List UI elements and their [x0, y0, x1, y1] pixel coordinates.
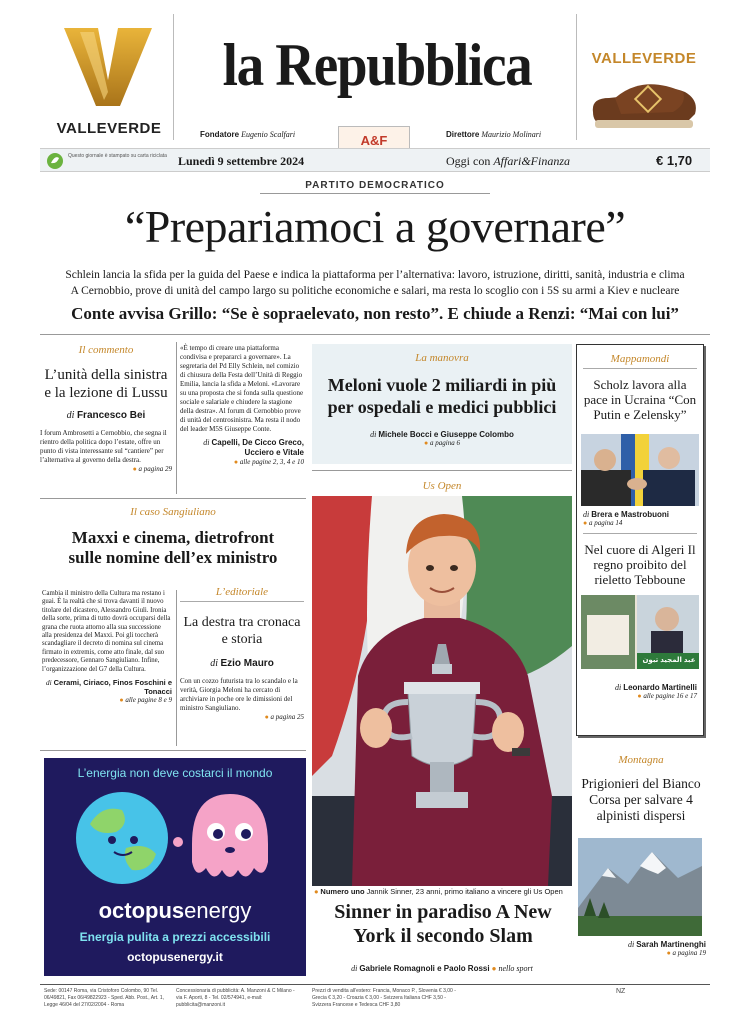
director-label: Direttore — [446, 130, 480, 139]
montagna-pageref: a pagina 19 — [672, 949, 706, 957]
usopen-caption: ● Numero uno Jannik Sinner, 23 anni, primo italiano a vincere gli Us Open — [314, 887, 563, 896]
editoriale-byline-prefix: di — [210, 658, 218, 669]
lead-kicker: PARTITO DEMOCRATICO — [260, 180, 490, 194]
sangiuliano-article[interactable] — [40, 502, 306, 567]
mappamondi-kicker: Mappamondi — [583, 353, 697, 369]
editoriale-pageref: a pagina 25 — [270, 713, 304, 721]
montagna-headline: Prigionieri del Bianco Corsa per salvare 4 alpinisti dispersi — [581, 776, 701, 823]
right-brand-name: VALLEVERDE — [591, 50, 697, 67]
tebboune-photo[interactable] — [581, 595, 699, 669]
scholz-photo[interactable] — [581, 434, 699, 506]
af-badge-label: A&F — [360, 133, 388, 148]
mappamondi-box[interactable]: Mappamondi Scholz lavora alla pace in Ucraina “Con Putin e Zelensky” di Brera e Mastrobuoni ● a pagina 14 Nel cuore di Algeri Il regno proibito del rieletto Tebboune عبد المجيد تبون di Leonardo Martinelli ● alle pagine 16 e 17 — [576, 344, 704, 736]
founder-label: Fondatore — [200, 130, 240, 139]
commento-article[interactable]: Il commento L’unità della sinistra e la lezione di Lussu di Francesco Bei I forum Ambrosetti a Cernobbio, che segna il rientro della politica dopo l’estate, offre un punto di vista interessante sul “cantiere” per l’alternativa al governo della destra. ● a pagina 29 — [40, 344, 172, 473]
usopen-headline: Sinner in paradiso A New York il secondo Slam — [334, 901, 552, 947]
usopen-pageref: nello sport — [498, 964, 533, 973]
footer — [40, 988, 710, 1018]
lead-headline: “Prepariamoci a governare” — [124, 201, 626, 252]
mappamondi-authors: Brera e Mastrobuoni — [591, 510, 670, 519]
masthead — [40, 14, 710, 174]
valleverde-v-logo-icon — [64, 22, 152, 110]
supplement-name: Affari&Finanza — [493, 154, 570, 168]
eco-leaf-icon — [46, 152, 64, 170]
manovra-kicker: La manovra — [415, 352, 469, 364]
ad-website[interactable]: octopusenergy.it — [127, 950, 223, 964]
supplement-prefix: Oggi con — [446, 154, 491, 168]
sangiuliano-pageref: alle pagine 8 e 9 — [125, 696, 172, 705]
usopen-byline-prefix: di — [351, 964, 358, 973]
director-name: Maurizio Molinari — [481, 130, 542, 139]
montagna-article[interactable]: Montagna Prigionieri del Bianco Corsa per salvare 4 alpinisti dispersi di Sarah Martinenghi ● a pagina 19 — [576, 750, 706, 980]
manovra-authors: Michele Bocci e Giuseppe Colombo — [378, 430, 514, 439]
issue-date: Lunedì 9 settembre 2024 — [178, 154, 305, 168]
commento-kicker: Il commento — [78, 344, 134, 356]
mont-blanc-photo[interactable] — [578, 838, 702, 936]
tebboune-photo-sign: عبد المجيد تبون — [642, 657, 696, 664]
commento-pageref: a pagina 29 — [138, 465, 172, 473]
montagna-byline-prefix: di — [627, 940, 635, 949]
sangiuliano-byline-prefix: di — [45, 678, 52, 688]
ad-tagline: L’energia non deve costarci il mondo — [77, 766, 273, 780]
supplement-line — [446, 154, 570, 169]
right-ad-box[interactable] — [576, 14, 710, 140]
ad-brand-light: energy — [184, 898, 252, 923]
manovra-pageref: a pagina 6 — [430, 439, 460, 447]
price: € 1,70 — [656, 153, 693, 168]
footer-col-2: Concessionaria di pubblicità: A. Manzoni & C Milano - via F. Aporti, 8 - Tel. 02/574941, e-mail: pubblicita@manzoni.it — [176, 988, 295, 1008]
sinner-trophy-photo — [312, 496, 572, 886]
lead-body-authors: Capelli, De Cicco Greco, Ucciero e Vitale — [211, 438, 304, 457]
manovra-byline-prefix: di — [370, 430, 377, 439]
sangiuliano-headline: Maxxi e cinema, dietrofront sulle nomine dell’ex ministro — [68, 528, 278, 567]
newspaper-title: la Repubblica — [222, 32, 532, 98]
commento-title: L’unità della sinistra e la lezione di Lussu — [44, 367, 168, 401]
editoriale-kicker: L’editoriale — [180, 586, 304, 602]
editoriale-body: Con un cozzo futurista tra lo scandalo e la verità, Giorgia Meloni ha cercato di archiviare in poche ore le dimissioni del ministro Sangiuliano. — [180, 677, 298, 712]
lead-body-byline-prefix: di — [203, 438, 210, 447]
lead-subheadline: Conte avvisa Grillo: “Se è sopraelevato, non resto”. E chiude a Renzi: “Mai con lui” — [71, 304, 679, 323]
montagna-kicker: Montagna — [618, 754, 664, 766]
sangiuliano-body-col[interactable]: Cambia il ministro della Cultura ma restano i guai. È la realtà che si trova davanti il nuovo titolare del dicastero, Alessandro Giuli. Ironia della sorte, prima di tutto dovrà occuparsi della grana che ruota attorno alla sua successione alla presidenza del Maxxi. Poi gli toccherà scandagliare il decreto di nomina sul cinema firmato in extremis, come atto finale, dal suo predecessore, Gennaro Sangiuliano. Infine, l’organizzazione del G7 della Cultura. di Cerami, Ciriaco, Finos Foschini e Tonacci ● alle pagine 8 e 9 — [42, 590, 172, 705]
mappamondi-author2: Leonardo Martinelli — [623, 683, 697, 692]
mappamondi-byline-prefix: di — [583, 510, 590, 519]
left-brand-name: VALLEVERDE — [56, 120, 162, 137]
director-line — [446, 130, 541, 139]
usopen-authors: Gabriele Romagnoli e Paolo Rossi — [359, 964, 490, 973]
sangiuliano-authors: Cerami, Ciriaco, Finos Foschini e Tonacci — [53, 678, 172, 697]
mappamondi-headline: Scholz lavora alla pace in Ucraina “Con Putin e Zelensky” — [583, 377, 697, 422]
lead-body-pageref: alle pagine 2, 3, 4 e 10 — [239, 458, 304, 466]
commento-byline-prefix: di — [66, 410, 75, 421]
sinner-photo[interactable] — [312, 496, 572, 886]
lead-divider — [40, 334, 710, 335]
montagna-author: Sarah Martinenghi — [636, 940, 706, 949]
manovra-headline: Meloni vuole 2 miliardi in più per ospedali e medici pubblici — [327, 375, 557, 417]
eco-note: Questo giornale è stampato su carta riciclata — [68, 153, 167, 159]
footer-col-3: Prezzi di vendita all’estero: Francia, Monaco P., Slovenia € 3,00 - Grecia € 3,20 - Croazia € 3,00 - Svizzera Italiana CHF 3,50 - Svizzera Francese e Tedesca CHF 3,80 — [312, 988, 456, 1008]
ad-brand-bold: octopus — [98, 898, 185, 923]
editoriale-title: La destra tra cronaca e storia — [183, 615, 301, 647]
lead-body-text: «È tempo di creare una piattaforma condivisa e prepararci a governare». La segretaria del Pd Elly Schlein, nel comizio di chiusura della Festa dell’Unità di Reggio Emilia, lancia la sfida a Meloni. «Lavorare su una proposta che si fonda sulla questione sociale e salariale e chiudere la stagione della destra». Al forum di Cernobbio prove di unità del centrosinistra. Ma resta il nodo del leader M5S Giuseppe Conte. — [180, 344, 304, 433]
commento-body: I forum Ambrosetti a Cernobbio, che segna il rientro della politica dopo l’estate, offre un punto di vista interessante sul “cantiere” per l’alternativa al governo della destra. — [40, 429, 167, 464]
lead-deck-1: Schlein lancia la sfida per la guida del Paese e indica la piattaforma per l’alternativa: lavoro, istruzione, diritti, sanità, industria e clima — [65, 269, 685, 281]
founder-name: Eugenio Scalfari — [241, 130, 296, 139]
footer-col-1: Sede: 00147 Roma, via Cristoforo Colombo, 90 Tel. 06/49821, Fax 06/49822923 - Sped. Abb. Post., Art. 1, Legge 46/04 del 27/02/2004 - Roma — [44, 988, 165, 1008]
founder-line — [200, 130, 295, 139]
usopen-byline: di Gabriele Romagnoli e Paolo Rossi ● nello sport — [351, 964, 533, 973]
lead-body-article[interactable]: «È tempo di creare una piattaforma condivisa e prepararci a governare». La segretaria del Pd Elly Schlein, nel comizio di chiusura della Festa dell’Unità di Reggio Emilia, lancia la sfida a Meloni. «Lavorare su una proposta che si fonda sulla questione sociale e salariale e chiudere la stagione della destra». Al forum di Cernobbio prove di unità del centrosinistra. Ma resta il nodo del leader M5S Giuseppe Conte. di Capelli, De Cicco Greco, Ucciero e Vitale ● alle pagine 2, 3, 4 e 10 — [180, 344, 304, 466]
ad-slogan: Energia pulita a prezzi accessibili — [79, 930, 271, 944]
mappamondi-pageref: a pagina 14 — [588, 519, 623, 527]
sangiuliano-body: Cambia il ministro della Cultura ma restano i guai. È la realtà che si trova davanti il nuovo titolare del dicastero, Alessandro Giuli. Ironia della sorte, prima di tutto dovrà occuparsi della grana che ruota attorno alla sua successione alla presidenza del Maxxi. Poi gli toccherà scandagliare il decreto di nomina sul cinema firmato in extremis, come atto finale, dal suo predecessore, Gennaro Sangiuliano. Infine, l’organizzazione del G7 della Cultura. — [42, 590, 171, 673]
left-ad-box[interactable] — [40, 14, 174, 140]
usopen-caption-label: Numero uno — [320, 887, 365, 896]
date-banner — [40, 148, 710, 172]
mappamondi-byline2-prefix: di — [614, 683, 622, 692]
manovra-article[interactable]: La manovra Meloni vuole 2 miliardi in più per ospedali e medici pubblici di Michele Bocci e Giuseppe Colombo ● a pagina 6 — [312, 344, 572, 464]
usopen-caption-text: Jannik Sinner, 23 anni, primo italiano a vincere gli Us Open — [366, 887, 563, 896]
lead-deck-2: A Cernobbio, prove di unità del campo largo su politiche economiche e salari, ma resta lo scoglio con i 5S su armi a Kiev e nucleare — [70, 285, 680, 297]
mappamondi-pageref2: alle pagine 16 e 17 — [643, 692, 697, 700]
earth-octopus-illustration — [68, 784, 284, 890]
octopus-energy-ad[interactable] — [44, 758, 306, 976]
ad-brand — [44, 898, 306, 924]
commento-author: Francesco Bei — [76, 410, 146, 421]
sangiuliano-kicker: Il caso Sangiuliano — [130, 506, 216, 518]
clog-sandal-icon — [587, 68, 701, 134]
mappamondi-headline-2: Nel cuore di Algeri Il regno proibito del rieletto Tebboune — [584, 542, 696, 587]
editoriale-author: Ezio Mauro — [220, 658, 274, 669]
editoriale-article[interactable]: L’editoriale La destra tra cronaca e storia di Ezio Mauro Con un cozzo futurista tra lo scandalo e la verità, Giorgia Meloni ha cercato di archiviare in poche ore le dimissioni del ministro Sangiuliano. ● a pagina 25 — [180, 586, 304, 721]
footer-col-4: NZ — [616, 988, 626, 995]
usopen-kicker: Us Open — [422, 480, 462, 492]
